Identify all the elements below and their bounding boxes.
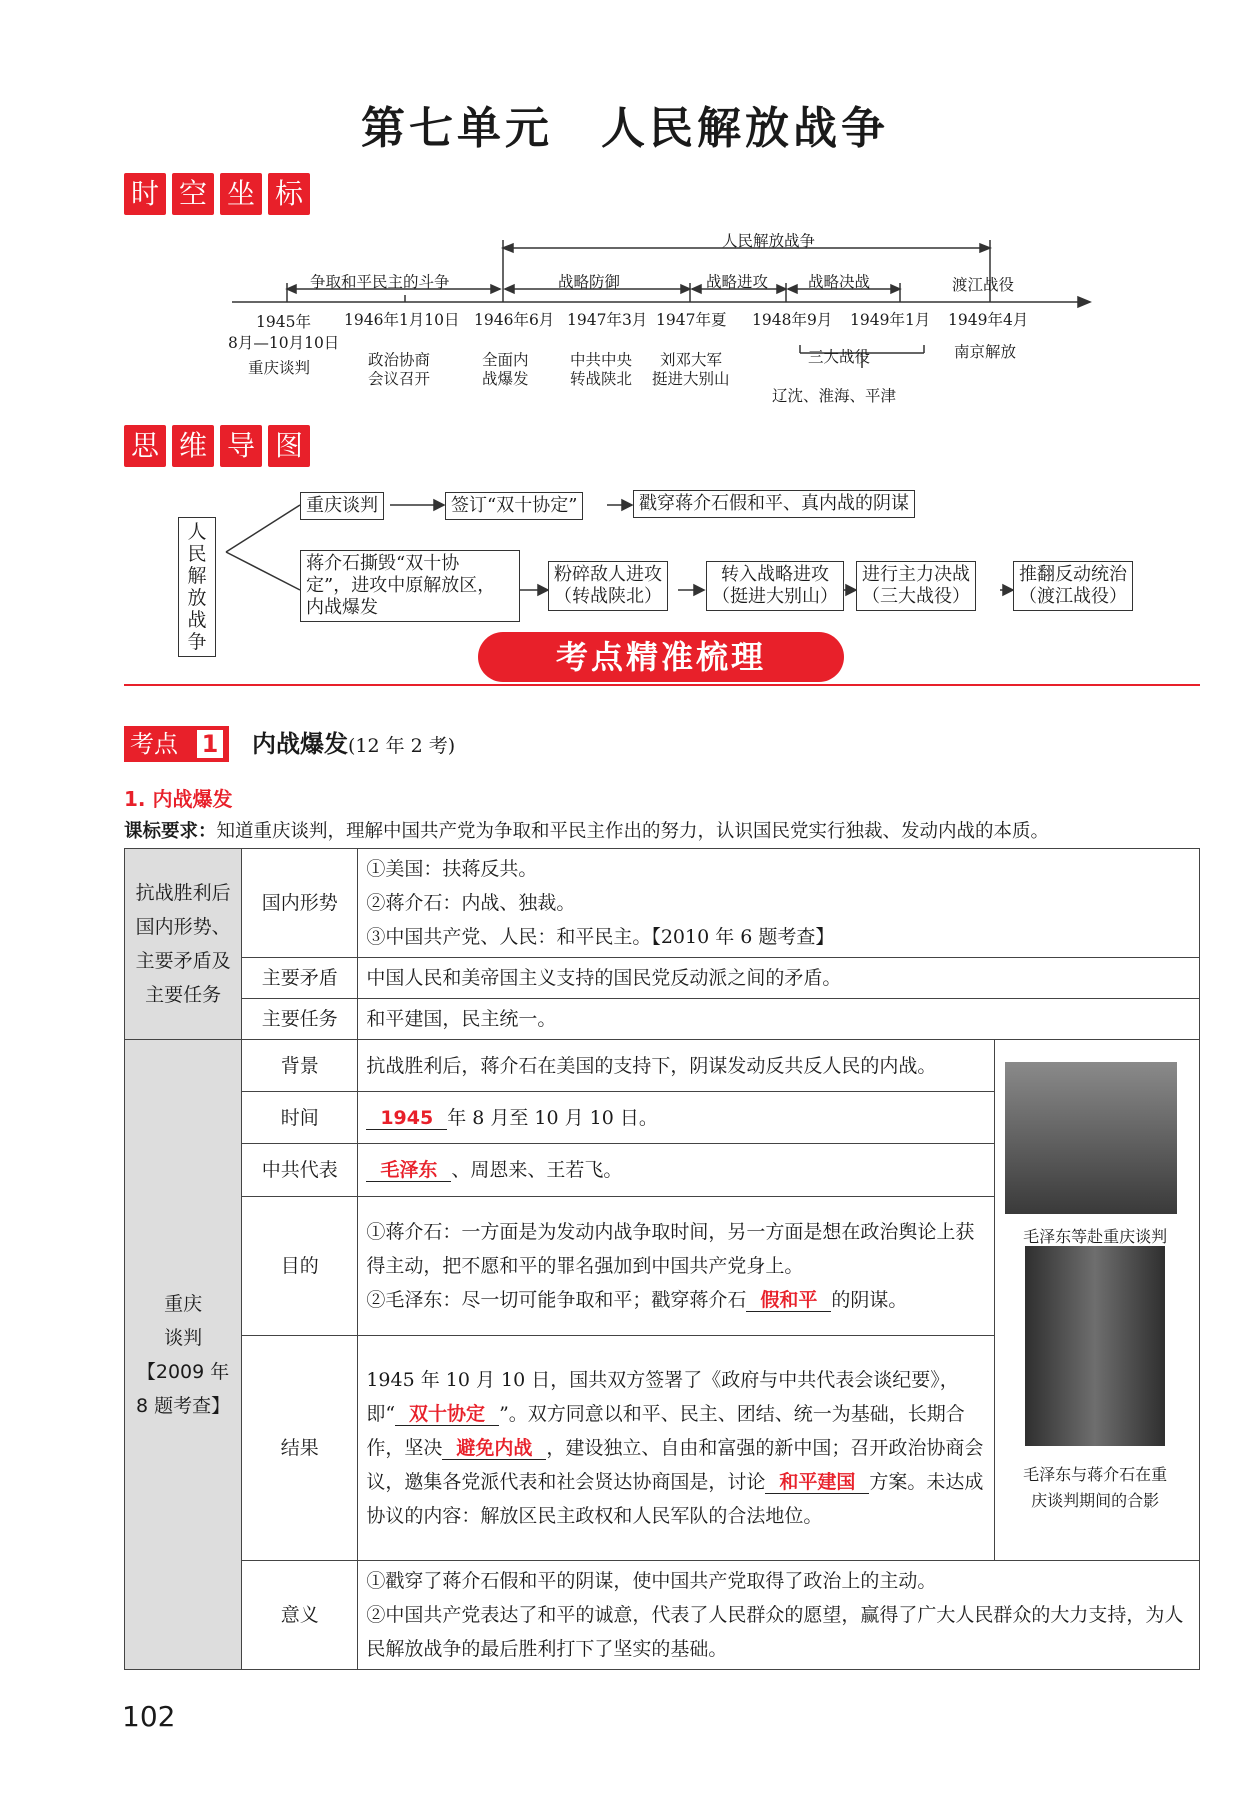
step-line: （转战陕北） <box>554 586 662 607</box>
date-1946-1: 1946年1月10日 <box>344 311 460 329</box>
mudi2-pre: ②毛泽东：尽一切可能争取和平；戳穿蒋介石 <box>366 1288 747 1311</box>
guonei-line: ③中国共产党、人民：和平民主。【2010 年 6 题考查】 <box>366 926 835 948</box>
step-line: （三大战役） <box>862 586 970 607</box>
event-shanbei-2: 转战陕北 <box>570 370 633 388</box>
value-guonei <box>358 849 1200 958</box>
kaodian-frequency: (12 年 2 考) <box>348 735 456 757</box>
badge-char: 图 <box>268 425 310 467</box>
step-line: 进行主力决战 <box>862 564 970 585</box>
badge-char: 空 <box>172 173 214 215</box>
answer-double-ten: 双十协定 <box>395 1403 499 1426</box>
jieguo-text: ”。双方同意以和平、民主、团结、统一为基础，长期合作，坚决 <box>366 1402 965 1459</box>
cat-line: 【2009 年 <box>136 1360 230 1383</box>
cat-line: 抗战胜利后 <box>135 882 231 904</box>
badge-char: 思 <box>124 425 166 467</box>
label-daibiao: 中共代表 <box>242 1144 358 1196</box>
label-mudi: 目的 <box>242 1196 358 1335</box>
step-line: 粉碎敌人进攻 <box>554 564 662 585</box>
kaodian-title-text: 内战爆发 <box>252 730 348 758</box>
cat-line: 重庆 <box>164 1292 203 1315</box>
step-line: （挺进大别山） <box>712 586 838 607</box>
event-dabieshan-2: 挺进大别山 <box>652 370 730 388</box>
label-yiyi: 意义 <box>242 1561 358 1670</box>
badge-char: 导 <box>220 425 262 467</box>
step-line: （渡江战役） <box>1019 586 1127 607</box>
daibiao-rest: 、周恩来、王若飞。 <box>451 1159 623 1182</box>
cat-line: 8 题考查】 <box>136 1394 231 1417</box>
section-heading: 1. 内战爆发 <box>124 787 233 811</box>
guonei-line: ②蒋介石：内战、独裁。 <box>366 892 576 914</box>
period-decisive: 战略决战 <box>808 273 871 291</box>
yiyi-line-1: ①戳穿了蒋介石假和平的阴谋，使中国共产党取得了政治上的主动。 <box>366 1570 937 1592</box>
value-renwu: 和平建国，民主统一。 <box>358 999 1200 1040</box>
value-yiyi <box>358 1561 1200 1670</box>
value-mudi <box>358 1196 995 1335</box>
answer-representative: 毛泽东 <box>366 1159 451 1182</box>
cat-line: 主要任务 <box>145 984 222 1006</box>
kaodian-number: 1 <box>197 730 223 758</box>
mudi2-post: 的阴谋。 <box>831 1288 908 1311</box>
curriculum-requirement <box>124 817 1049 843</box>
table-row <box>125 849 1200 958</box>
table-row <box>125 1040 1200 1092</box>
event-dabieshan-1: 刘邓大军 <box>660 351 723 369</box>
value-beijing: 抗战胜利后，蒋介石在美国的支持下，阴谋发动反共反人民的内战。 <box>358 1040 995 1092</box>
shijian-rest: 年 8 月至 10 月 10 日。 <box>447 1106 658 1129</box>
mindmap-civil-war-line: 定”，进攻中原解放区， <box>306 575 496 596</box>
badge-char: 标 <box>268 173 310 215</box>
jieguo-text: ，建设独立、自由和富强的新中国；召开政治协商会议，邀集各党派代表和社会贤达协商国是，讨论 <box>366 1436 984 1493</box>
mindmap <box>0 0 1250 653</box>
badge-char: 坐 <box>220 173 262 215</box>
table-row <box>125 958 1200 999</box>
mindmap-step-3 <box>856 561 976 611</box>
jieguo-text: 1945 年 10 月 10 日，国共双方签署了《政府与中共代表会谈纪要》，即“ <box>366 1368 959 1425</box>
kaodian-label: 考点 <box>130 730 178 758</box>
label-jieguo: 结果 <box>242 1335 358 1561</box>
mindmap-civil-war <box>300 550 520 622</box>
cat-line: 谈判 <box>164 1326 203 1349</box>
badge-char: 时 <box>124 173 166 215</box>
content-table <box>124 848 1200 1670</box>
period-offense: 战略进攻 <box>706 273 769 291</box>
caption-2-line2: 庆谈判期间的合影 <box>1031 1491 1160 1510</box>
table-row <box>125 999 1200 1040</box>
caption-2-line1: 毛泽东与蒋介石在重 <box>1023 1465 1168 1484</box>
event-sanda-sub: 辽沈、淮海、平津 <box>772 387 897 405</box>
caption-1: 毛泽东等赴重庆谈判 <box>1023 1227 1168 1246</box>
date-1947-3: 1947年3月 <box>567 311 648 329</box>
event-zhengxie-2: 会议召开 <box>368 370 431 388</box>
event-nanjing: 南京解放 <box>954 343 1017 361</box>
unit-title: 第七单元 人民解放战争 <box>361 103 889 154</box>
jieguo-text: 方案。未达成协议的内容：解放区民主政权和人民军队的合法地位。 <box>366 1470 984 1527</box>
label-beijing: 背景 <box>242 1040 358 1092</box>
answer-year: 1945 <box>366 1107 447 1130</box>
page-number: 102 <box>122 1700 176 1733</box>
date-1949-4: 1949年4月 <box>948 311 1029 329</box>
mindmap-result: 戳穿蒋介石假和平、真内战的阴谋 <box>633 490 915 518</box>
answer-peace-building: 和平建国 <box>765 1471 869 1494</box>
photo-column <box>995 1040 1195 1560</box>
banner-rule <box>124 684 1200 686</box>
photo-cell <box>995 1040 1200 1561</box>
table-row <box>125 1561 1200 1670</box>
date-1945: 1945年 <box>256 313 311 331</box>
date-1945-sub: 8月—10月10日 <box>228 334 340 352</box>
mindmap-civil-war-line: 内战爆发 <box>306 597 378 618</box>
date-1949-1: 1949年1月 <box>850 311 931 329</box>
curriculum-text: 知道重庆谈判，理解中国共产党为争取和平民主作出的努力，认识国民党实行独裁、发动内战的本质。 <box>216 821 1050 842</box>
mindmap-step-1 <box>548 561 668 611</box>
cat-line: 主要矛盾及 <box>135 950 231 972</box>
cat-line: 国内形势、 <box>135 916 231 938</box>
step-line: 转入战略进攻 <box>721 564 829 585</box>
mindmap-shuangshi: 签订“双十协定” <box>445 492 583 520</box>
event-shanbei-1: 中共中央 <box>570 351 633 369</box>
label-shijian: 时间 <box>242 1092 358 1144</box>
kaodian-title <box>252 724 455 759</box>
event-zhengxie-1: 政治协商 <box>368 351 431 369</box>
event-neizhan-1: 全面内 <box>482 351 529 369</box>
mudi-line-1: ①蒋介石：一方面是为发动内战争取时间，另一方面是想在政治舆论上获得主动，把不愿和平的罪名强加到中国共产党身上。 <box>366 1220 975 1277</box>
kaodian-badge <box>124 726 229 762</box>
curriculum-label: 课标要求： <box>124 821 217 842</box>
war-label: 人民解放战争 <box>722 232 816 250</box>
label-maodun: 主要矛盾 <box>242 958 358 999</box>
date-1946-6: 1946年6月 <box>474 311 555 329</box>
category-chongqing <box>125 1040 242 1670</box>
photo-chongqing-arrival <box>1005 1062 1177 1214</box>
label-renwu: 主要任务 <box>242 999 358 1040</box>
event-chongqing: 重庆谈判 <box>248 359 311 377</box>
mindmap-step-4 <box>1013 561 1133 611</box>
mudi-line-2 <box>366 1283 986 1317</box>
date-1948-9: 1948年9月 <box>752 311 833 329</box>
mindmap-civil-war-line: 蒋介石撕毁“双十协 <box>306 553 460 574</box>
step-line: 推翻反动统治 <box>1019 564 1127 585</box>
event-neizhan-2: 战爆发 <box>482 370 529 388</box>
section-banner: 考点精准梳理 <box>478 632 844 682</box>
badge-char: 维 <box>172 425 214 467</box>
period-defense: 战略防御 <box>558 273 621 291</box>
guonei-line: ①美国：扶蒋反共。 <box>366 858 538 880</box>
answer-avoid-war: 避免内战 <box>442 1437 546 1460</box>
event-sanda: 三大战役 <box>808 348 871 366</box>
yiyi-line-2: ②中国共产党表达了和平的诚意，代表了人民群众的愿望，赢得了广大人民群众的大力支持，为人民解放战争的最后胜利打下了坚实的基础。 <box>366 1604 1184 1660</box>
value-maodun: 中国人民和美帝国主义支持的国民党反动派之间的矛盾。 <box>358 958 1200 999</box>
mindmap-root: 人民解放战争 <box>178 517 216 657</box>
value-daibiao <box>358 1144 995 1196</box>
period-struggle: 争取和平民主的斗争 <box>310 273 450 291</box>
date-1947-summer: 1947年夏 <box>656 311 727 329</box>
period-crossing: 渡江战役 <box>952 276 1015 294</box>
answer-fake-peace: 假和平 <box>746 1289 831 1312</box>
mindmap-step-2 <box>706 561 844 611</box>
label-guonei: 国内形势 <box>242 849 358 958</box>
photo-mao-chiang <box>1025 1246 1165 1446</box>
mindmap-chongqing: 重庆谈判 <box>300 492 384 520</box>
category-situation <box>125 849 242 1040</box>
value-jieguo <box>358 1335 995 1561</box>
value-shijian <box>358 1092 995 1144</box>
